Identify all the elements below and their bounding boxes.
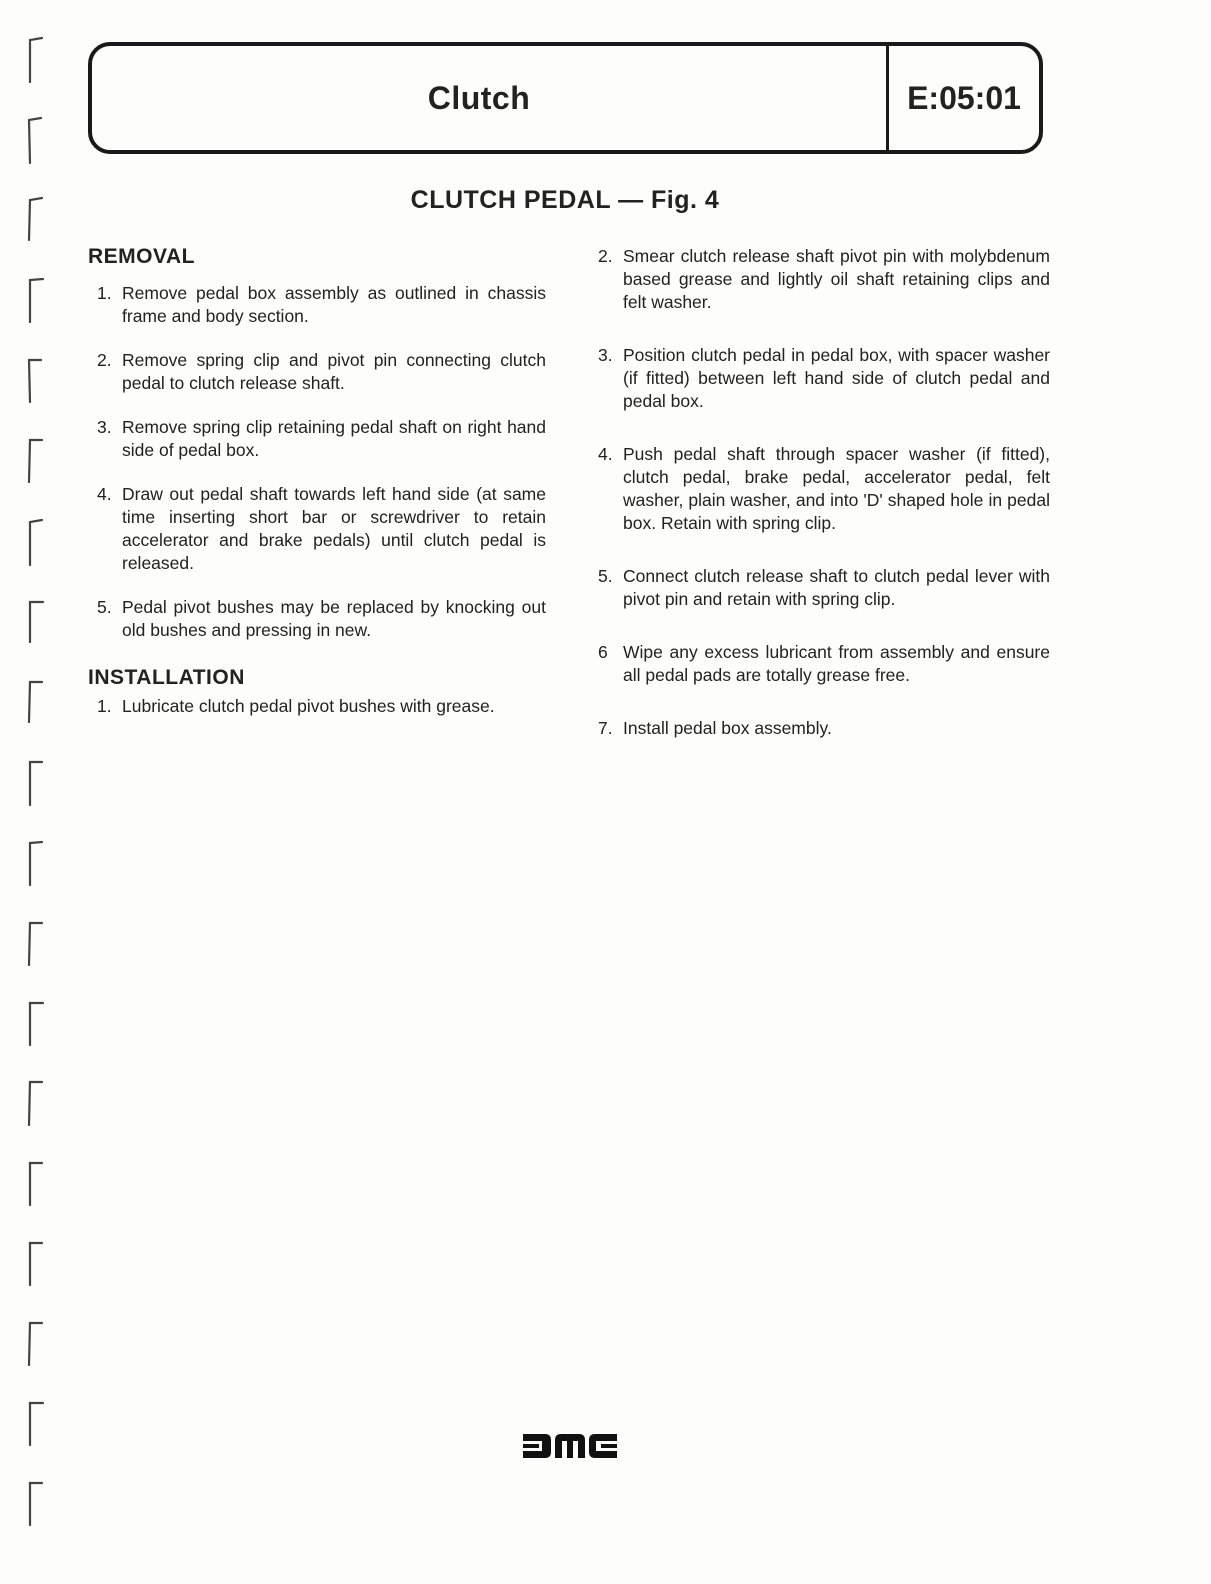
right-column: [598, 245, 1050, 770]
header-title: Clutch: [427, 79, 531, 116]
list-item: [88, 596, 546, 642]
removal-steps: [88, 282, 546, 642]
step-number: 3.: [598, 345, 613, 365]
dmc-logo: [523, 1434, 617, 1458]
step-number: 7.: [598, 718, 613, 738]
installation-steps-right: [598, 245, 1050, 740]
left-column: [88, 245, 546, 739]
header-box: [88, 42, 1043, 154]
step-number: 5.: [97, 597, 112, 617]
removal-heading: REMOVAL: [88, 245, 195, 268]
step-number: 5.: [598, 566, 613, 586]
installation-heading: INSTALLATION: [88, 666, 245, 689]
step-text: Push pedal shaft through spacer washer (if fitted), clutch pedal, brake pedal, accelerator pedal, felt washer, plain washer, and into 'D' shaped hole in pedal box. Retain with spring clip.: [623, 444, 1050, 533]
list-item: [88, 416, 546, 462]
binder-marks: [18, 30, 48, 1550]
step-text: Install pedal box assembly.: [623, 718, 832, 738]
section-title: CLUTCH PEDAL — Fig. 4: [410, 186, 720, 214]
list-item: [598, 245, 1050, 314]
list-item: [598, 641, 1050, 687]
step-number: 3.: [97, 417, 112, 437]
section-code: E:05:01: [886, 46, 1039, 150]
step-text: Smear clutch release shaft pivot pin with molybdenum based grease and lightly oil shaft retaining clips and felt washer.: [623, 246, 1050, 312]
step-number: 1.: [97, 283, 112, 303]
list-item: [88, 282, 546, 328]
step-text: Remove spring clip and pivot pin connecting clutch pedal to clutch release shaft.: [122, 350, 546, 393]
step-text: Connect clutch release shaft to clutch pedal lever with pivot pin and retain with spring clip.: [623, 566, 1050, 609]
step-number: 2.: [598, 246, 613, 266]
step-text: Remove spring clip retaining pedal shaft on right hand side of pedal box.: [122, 417, 546, 460]
step-text: Wipe any excess lubricant from assembly and ensure all pedal pads are totally grease free.: [623, 642, 1050, 685]
step-number: 1.: [97, 696, 112, 716]
list-item: [598, 717, 1050, 740]
step-number: 6: [598, 642, 608, 662]
step-text: Lubricate clutch pedal pivot bushes with grease.: [122, 696, 495, 716]
step-text: Position clutch pedal in pedal box, with spacer washer (if fitted) between left hand side of clutch pedal and pedal box.: [623, 345, 1050, 411]
list-item: [88, 483, 546, 575]
step-text: Remove pedal box assembly as outlined in chassis frame and body section.: [122, 283, 546, 326]
list-item: [88, 695, 546, 718]
step-number: 4.: [97, 484, 112, 504]
installation-steps-left: [88, 695, 546, 718]
list-item: [598, 565, 1050, 611]
list-item: [88, 349, 546, 395]
list-item: [598, 344, 1050, 413]
step-number: 4.: [598, 444, 613, 464]
list-item: [598, 443, 1050, 535]
step-text: Draw out pedal shaft towards left hand side (at same time inserting short bar or screwdriver to retain accelerator and brake pedals) until clutch pedal is released.: [122, 484, 546, 573]
step-text: Pedal pivot bushes may be replaced by knocking out old bushes and pressing in new.: [122, 597, 546, 640]
step-number: 2.: [97, 350, 112, 370]
